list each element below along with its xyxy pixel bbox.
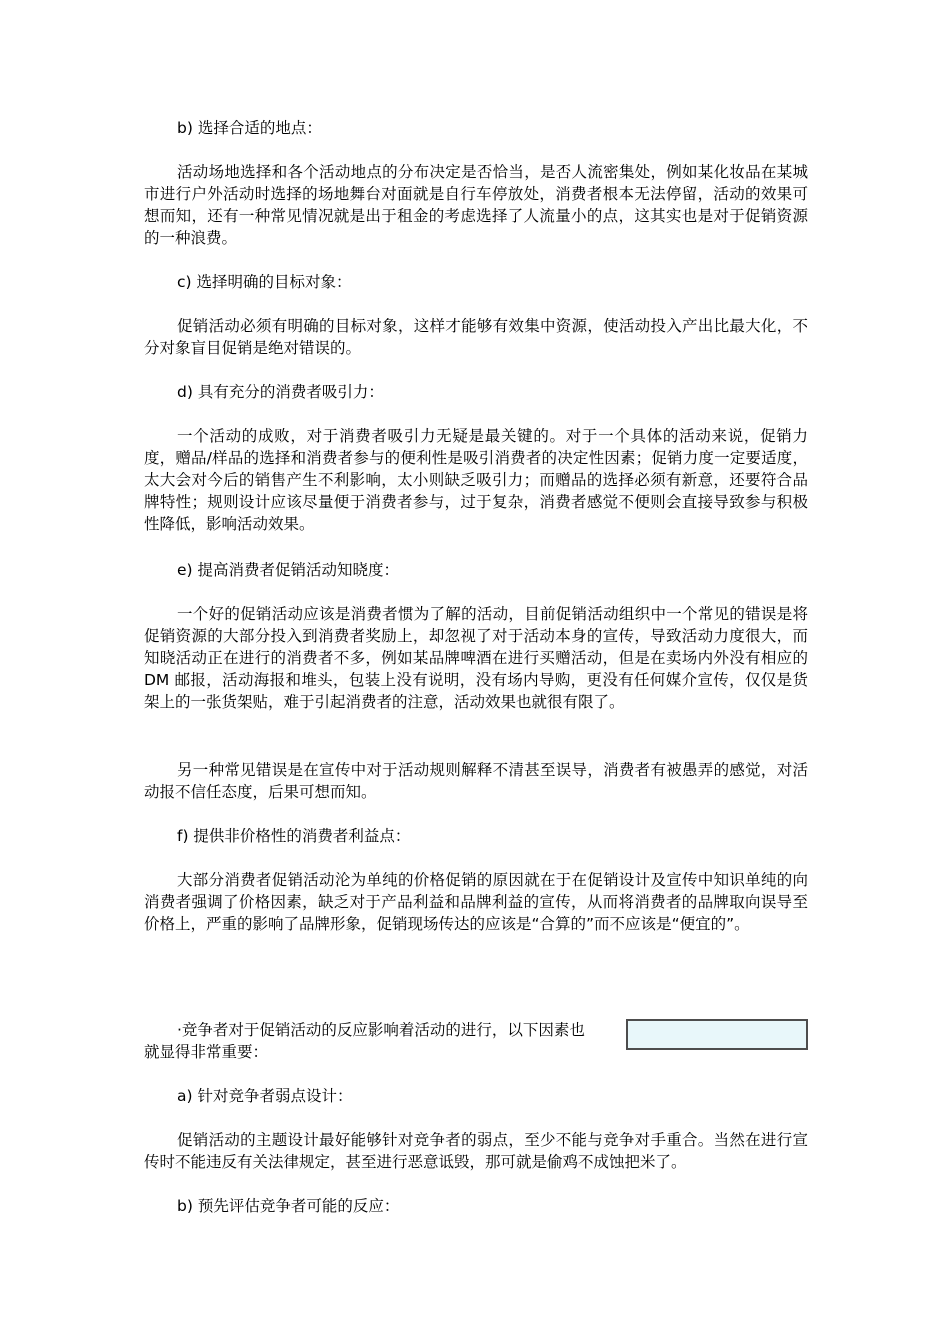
paragraph-weakness: 促销活动的主题设计最好能够针对竞争者的弱点，至少不能与竞争对手重合。当然在进行宣传时不能违反有关法律规定，甚至进行恶意诋毁，那可就是偷鸡不成蚀把米了。 — [144, 1131, 808, 1171]
competitor-intro-line1: ·竞争者对于促销活动的反应影响着活动的进行，以下因素也 — [177, 1021, 585, 1039]
section-heading-target: c) 选择明确的目标对象： — [177, 273, 352, 291]
section-heading-attraction: d) 具有充分的消费者吸引力： — [177, 383, 384, 401]
paragraph-attraction: 一个活动的成败，对于消费者吸引力无疑是最关键的。对于一个具体的活动来说，促销力度，赠品/样品的选择和消费者参与的便利性是吸引消费者的决定性因素；促销力度一定要适度，太大会对今后的销售产生不利影响，太小则缺乏吸引力；而赠品的选择必须有新意，还要符合品牌特性；规则设计应该尽量便于消费者参与，过于复杂，消费者感觉不便则会直接导致参与积极性降低，影响活动效果。 — [144, 427, 808, 533]
competitor-intro-line2: 就显得非常重要： — [144, 1043, 269, 1061]
section-heading-non-price: f) 提供非价格性的消费者利益点： — [177, 827, 411, 845]
empty-text-box — [626, 1019, 808, 1050]
paragraph-awareness: 一个好的促销活动应该是消费者惯为了解的活动，目前促销活动组织中一个常见的错误是将促销资源的大部分投入到消费者奖励上，却忽视了对于活动本身的宣传，导致活动力度很大，而知晓活动正在进行的消费者不多，例如某品牌啤酒在进行买赠活动，但是在卖场内外没有相应的 DM 邮报，活动海报和堆头，包装上没有说明，没有场内导购，更没有任何媒介宣传，仅仅是货架上的一张货架贴，难于引起消费者的注意，活动效果也就很有限了。 — [144, 605, 808, 711]
paragraph-location: 活动场地选择和各个活动地点的分布决定是否恰当，是否人流密集处，例如某化妆品在某城市进行户外活动时选择的场地舞台对面就是自行车停放处，消费者根本无法停留，活动的效果可想而知，还有一种常见情况就是出于租金的考虑选择了人流量小的点，这其实也是对于促销资源的一种浪费。 — [144, 163, 808, 247]
section-heading-location: b) 选择合适的地点： — [177, 119, 322, 137]
section-heading-weakness: a) 针对竞争者弱点设计： — [177, 1087, 353, 1105]
section-heading-awareness: e) 提高消费者促销活动知晓度： — [177, 561, 400, 579]
paragraph-non-price: 大部分消费者促销活动沦为单纯的价格促销的原因就在于在促销设计及宣传中知识单纯的向消费者强调了价格因素，缺乏对于产品利益和品牌利益的宣传，从而将消费者的品牌取向误导至价格上，严重的影响了品牌形象，促销现场传达的应该是“合算的”而不应该是“便宜的”。 — [144, 871, 808, 933]
paragraph-common-error: 另一种常见错误是在宣传中对于活动规则解释不清甚至误导，消费者有被愚弄的感觉，对活动报不信任态度，后果可想而知。 — [144, 761, 808, 801]
paragraph-target: 促销活动必须有明确的目标对象，这样才能够有效集中资源，使活动投入产出比最大化，不分对象盲目促销是绝对错误的。 — [144, 317, 808, 357]
section-heading-reaction: b) 预先评估竞争者可能的反应： — [177, 1197, 400, 1215]
